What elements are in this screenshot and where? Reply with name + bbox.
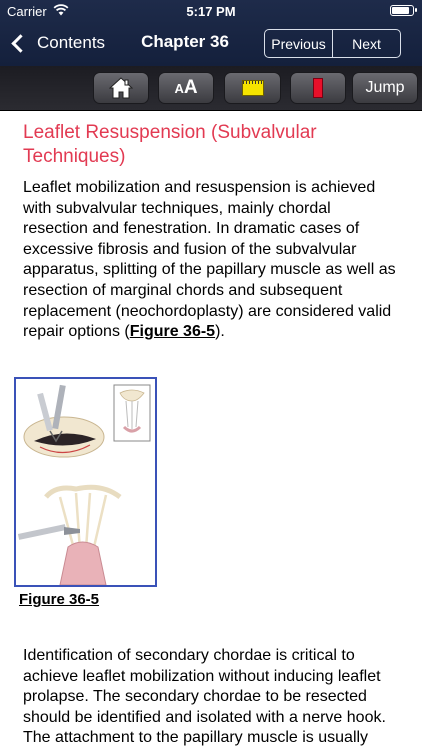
paragraph-2: Identification of secondary chordae is critical to achieve leaflet mobilization without inducing leaflet prolapse. The secondary chordae to be resected should be identified and isolated with a nerve hook. The attachment to the papillary muscle is usually — [23, 647, 386, 747]
back-label: Contents — [37, 33, 106, 52]
carrier-label: Carrier — [7, 4, 47, 19]
font-small-icon: A — [174, 80, 184, 96]
battery-icon — [390, 5, 414, 16]
figure-36-5-link[interactable]: Figure 36-5 — [129, 323, 216, 341]
bookmark-icon — [313, 78, 323, 98]
chapter-content — [0, 111, 422, 750]
bookmark-button[interactable] — [290, 72, 346, 104]
home-button[interactable] — [93, 72, 149, 104]
previous-chapter-button[interactable]: Previous — [265, 30, 332, 57]
chapter-pager — [264, 29, 401, 58]
figure-36-5-caption[interactable]: Figure 36-5 — [19, 591, 100, 608]
status-bar — [0, 0, 422, 22]
back-to-contents-button[interactable] — [10, 30, 105, 56]
reader-toolbar — [0, 66, 422, 111]
surgical-illustration — [16, 379, 155, 585]
font-size-button[interactable] — [158, 72, 214, 104]
paragraph-1-end: ). — [215, 323, 225, 341]
figure-36-5-thumbnail[interactable] — [14, 377, 157, 587]
next-chapter-button[interactable]: Next — [332, 30, 400, 57]
font-big-icon: A — [183, 77, 198, 98]
jump-button[interactable]: Jump — [352, 72, 418, 104]
navigation-bar — [0, 0, 422, 66]
paragraph-1-text: Leaflet mobilization and resuspension is achieved with subvalvular techniques, mainly chordal resection and fenestration. In dramatic cases of excessive fibrosis and fusion of the subvalvular apparatus, splitting of the papillary muscle as well as resection of marginal chords and subsequent replacement (neochordoplasty) are considered valid repair options ( — [23, 179, 396, 341]
chevron-left-icon — [11, 34, 29, 52]
page-title: Chapter 36 — [141, 32, 229, 51]
clock: 5:17 PM — [186, 4, 236, 19]
note-button[interactable] — [224, 72, 281, 104]
home-icon — [109, 77, 133, 99]
section-heading: Leaflet Resuspension (Subvalvular Techniques) — [23, 122, 317, 167]
note-icon — [242, 80, 264, 96]
paragraph-1 — [23, 178, 399, 343]
